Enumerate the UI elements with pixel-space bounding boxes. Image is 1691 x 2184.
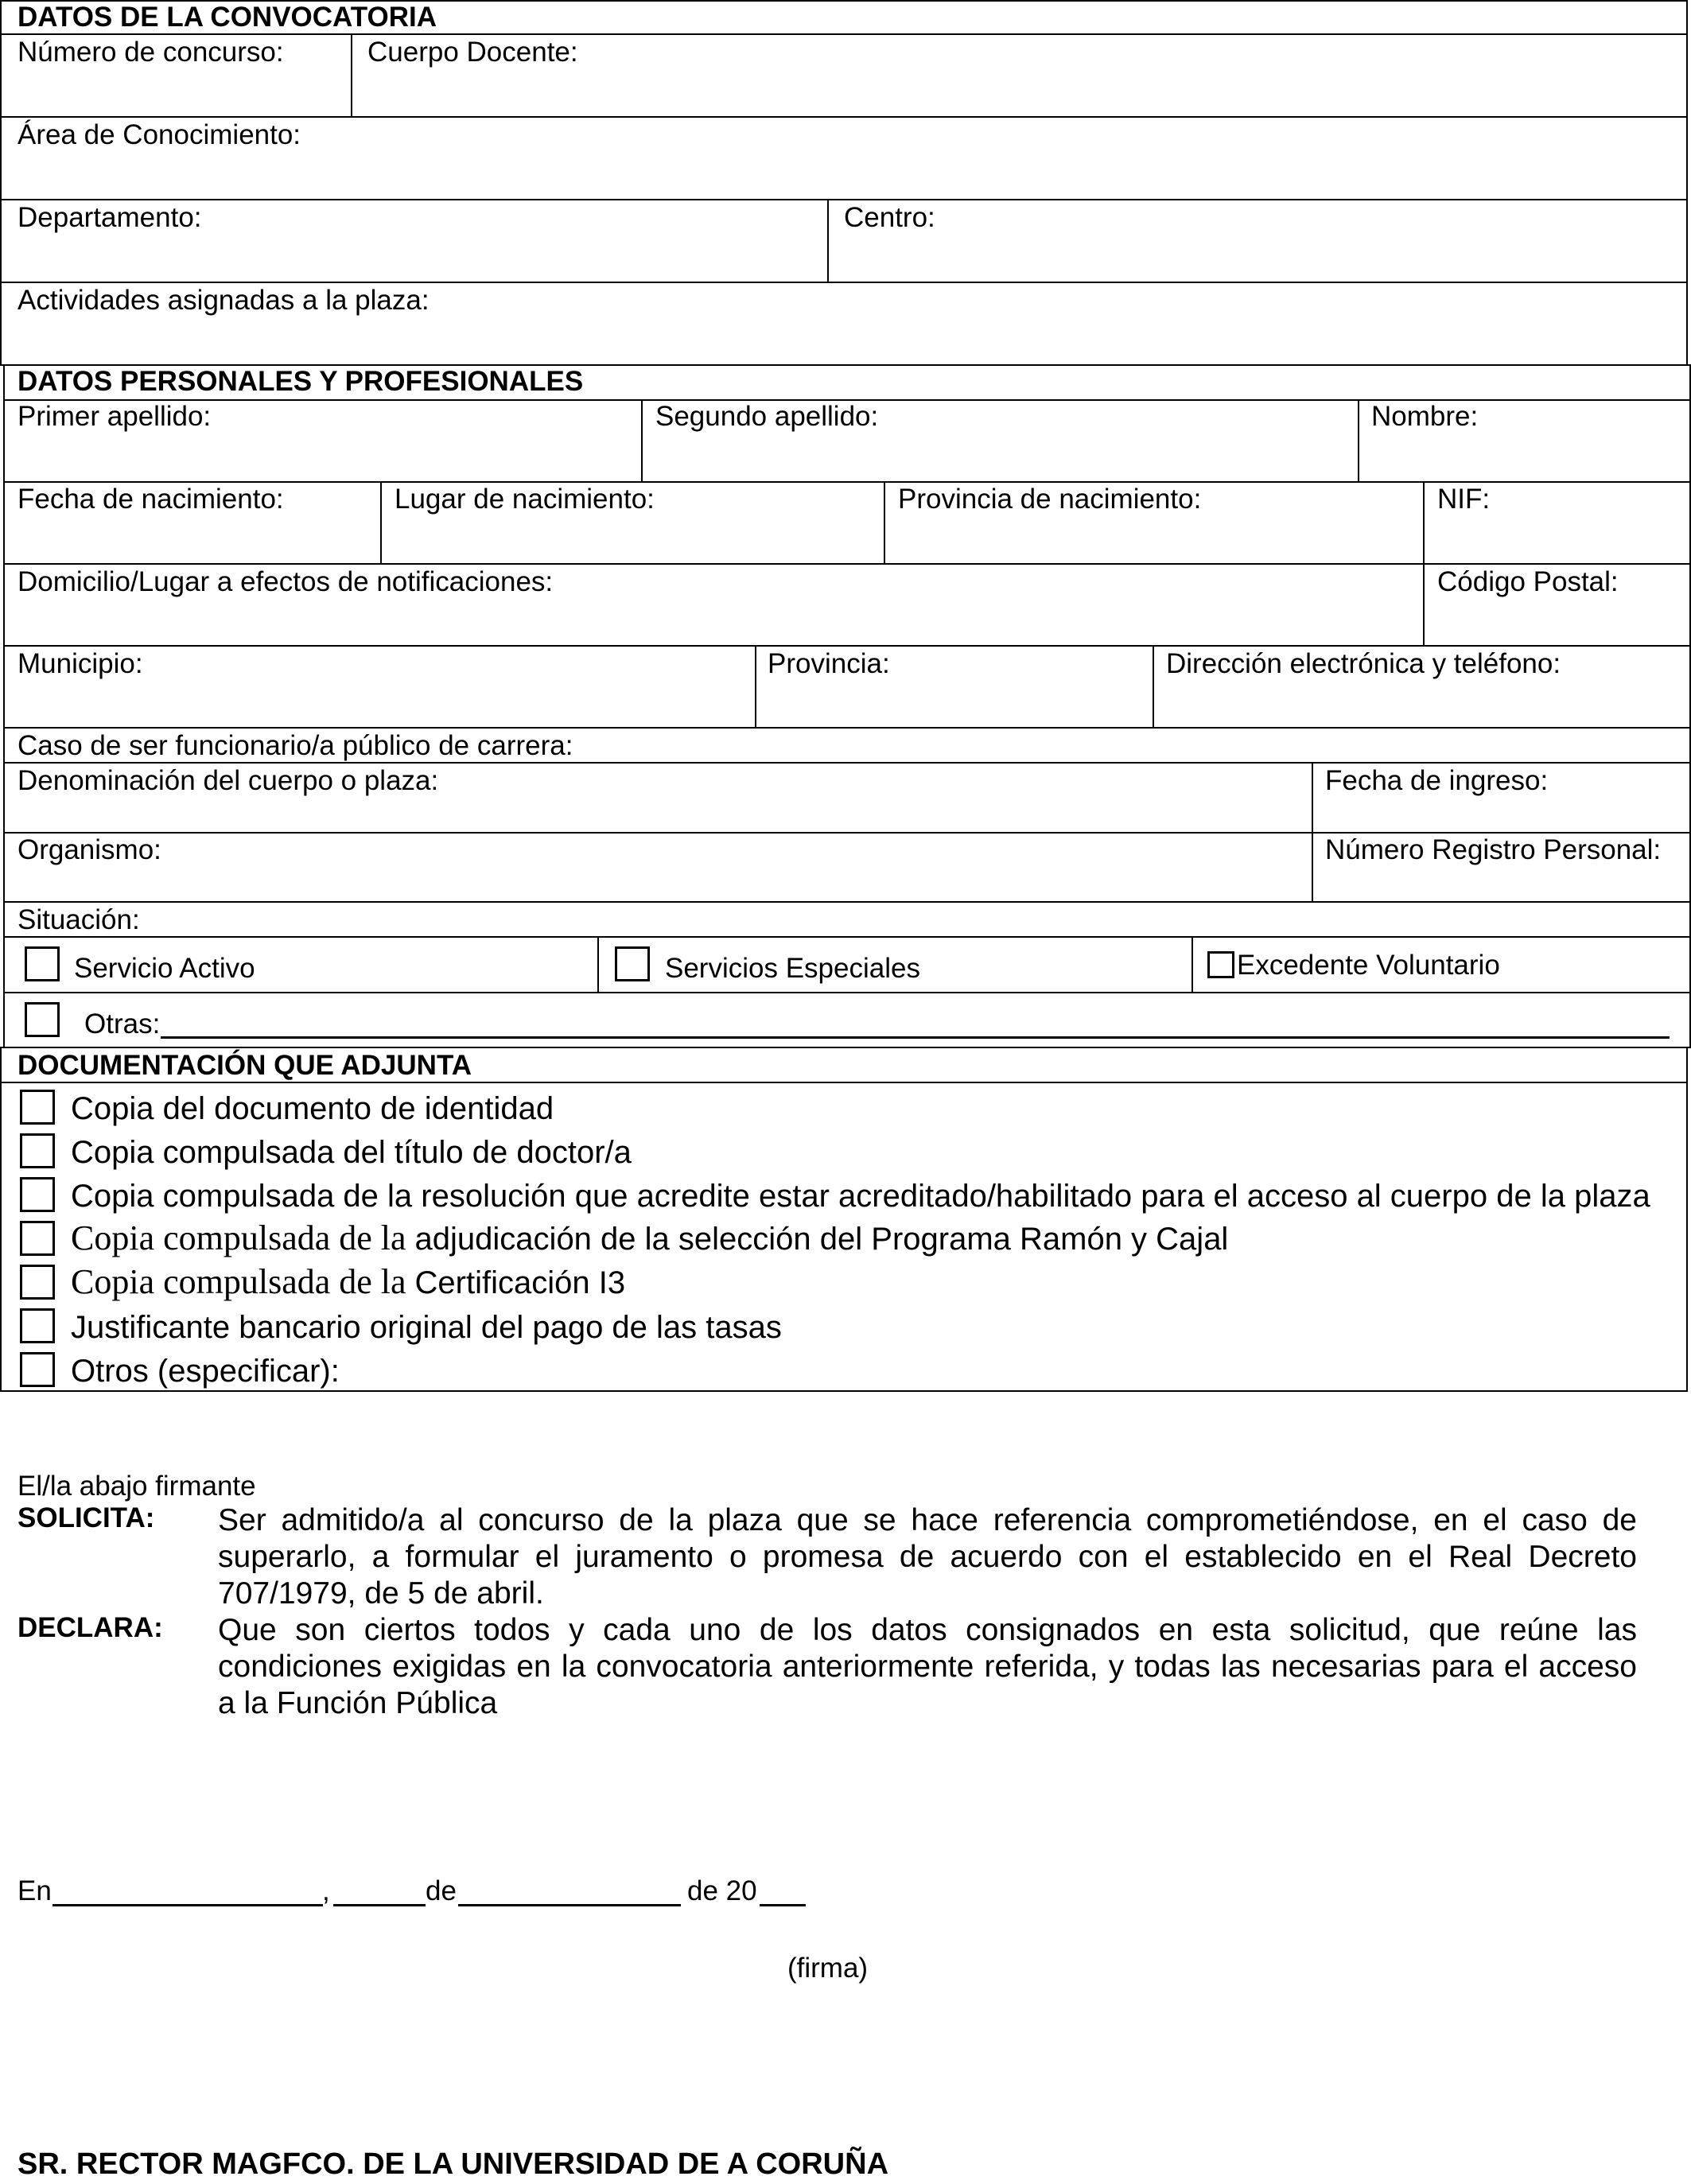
doc-item: Copia del documento de identidad — [71, 1091, 554, 1126]
doc-item: Copia compulsada del título de doctor/a — [71, 1135, 632, 1170]
otras-label: Otras: — [84, 1008, 161, 1040]
doc-item-text-part: Certificación I3 — [414, 1265, 626, 1300]
fecha-de-label: de — [426, 1875, 457, 1906]
doc-item: Justificante bancario original del pago de las tasas — [71, 1310, 782, 1345]
fecha-comma: , — [322, 1875, 330, 1906]
personales-section — [3, 364, 1691, 1048]
doc-item — [71, 1264, 625, 1301]
servicio-activo-label: Servicio Activo — [74, 953, 255, 984]
situacion-label: Situación: — [17, 904, 140, 935]
excedente-voluntario-checkbox[interactable] — [1207, 951, 1234, 978]
direccion-telefono-field[interactable]: Dirección electrónica y teléfono: — [1166, 648, 1561, 679]
destinatario: SR. RECTOR MAGFCO. DE LA UNIVERSIDAD DE A CORUÑA — [17, 2147, 889, 2181]
cuerpo-docente-field[interactable]: Cuerpo Docente: — [367, 37, 578, 68]
area-conocimiento-field[interactable]: Área de Conocimiento: — [17, 119, 301, 150]
caso-funcionario-label: Caso de ser funcionario/a público de carrera: — [17, 730, 573, 761]
provincia-field[interactable]: Provincia: — [768, 648, 890, 679]
nombre-field[interactable]: Nombre: — [1371, 401, 1479, 432]
convocatoria-header: DATOS DE LA CONVOCATORIA — [17, 2, 437, 33]
doc-item: Otros (especificar): — [71, 1354, 340, 1389]
doc-item-serif-part: Copia compulsada de la — [71, 1262, 415, 1301]
fecha-lugar-line[interactable] — [52, 1904, 323, 1906]
organismo-field[interactable]: Organismo: — [17, 834, 161, 865]
segundo-apellido-field[interactable]: Segundo apellido: — [655, 401, 879, 432]
otras-input-line[interactable] — [161, 1036, 1670, 1039]
declara-label: DECLARA: — [17, 1612, 163, 1643]
servicios-especiales-label: Servicios Especiales — [665, 953, 920, 984]
firma-label: (firma) — [787, 1953, 869, 1984]
fecha-nacimiento-field[interactable]: Fecha de nacimiento: — [17, 484, 284, 515]
documentacion-header: DOCUMENTACIÓN QUE ADJUNTA — [17, 1050, 472, 1081]
doc-checkbox[interactable] — [20, 1177, 55, 1212]
doc-item: Copia compulsada de la resolución que acredite estar acreditado/habilitado para el acceso al cuerpo de la plaza — [71, 1179, 1650, 1214]
numero-registro-field[interactable]: Número Registro Personal: — [1325, 834, 1662, 865]
fecha-dia-line[interactable] — [333, 1904, 426, 1906]
nif-field[interactable]: NIF: — [1437, 484, 1491, 515]
lugar-nacimiento-field[interactable]: Lugar de nacimiento: — [395, 484, 655, 515]
doc-checkbox[interactable] — [20, 1352, 55, 1387]
doc-checkbox[interactable] — [20, 1133, 55, 1168]
servicio-activo-checkbox[interactable] — [25, 946, 60, 981]
doc-item-text-part: adjudicación de la selección del Programa Ramón y Cajal — [414, 1222, 1229, 1257]
firmante-intro: El/la abajo firmante — [17, 1471, 256, 1502]
fecha-mes-line[interactable] — [458, 1904, 681, 1906]
numero-concurso-field[interactable]: Número de concurso: — [17, 37, 284, 68]
solicita-text: Ser admitido/a al concurso de la plaza que se hace referencia comprometiéndose, en el caso de superarlo, a formular el juramento o promesa de acuerdo con el establecido en el Real Decreto 707/1979, de 5 de abril. — [218, 1503, 1637, 1611]
provincia-nacimiento-field[interactable]: Provincia de nacimiento: — [898, 484, 1202, 515]
fecha-ingreso-field[interactable]: Fecha de ingreso: — [1325, 765, 1549, 796]
doc-checkbox[interactable] — [20, 1090, 55, 1125]
domicilio-field[interactable]: Domicilio/Lugar a efectos de notificaciones: — [17, 566, 554, 597]
centro-field[interactable]: Centro: — [844, 202, 935, 233]
servicios-especiales-checkbox[interactable] — [615, 946, 650, 981]
doc-checkbox[interactable] — [20, 1308, 55, 1343]
fecha-year-line[interactable] — [760, 1904, 806, 1906]
fecha-year-label: de 20 — [687, 1875, 757, 1906]
fecha-en-label: En — [17, 1875, 52, 1906]
excedente-voluntario-label: Excedente Voluntario — [1237, 950, 1500, 981]
solicita-label: SOLICITA: — [17, 1502, 155, 1533]
declara-text: Que son ciertos todos y cada uno de los datos consignados en esta solicitud, que reúne las condiciones exigidas en la convocatoria anteriormente referida, y todas las necesarias para el acceso a la Función Pública — [218, 1613, 1637, 1720]
personales-header: DATOS PERSONALES Y PROFESIONALES — [17, 366, 584, 397]
doc-item — [71, 1220, 1228, 1257]
doc-checkbox[interactable] — [20, 1221, 55, 1256]
primer-apellido-field[interactable]: Primer apellido: — [17, 401, 212, 432]
municipio-field[interactable]: Municipio: — [17, 648, 143, 679]
otras-checkbox[interactable] — [25, 1002, 60, 1037]
denominacion-field[interactable]: Denominación del cuerpo o plaza: — [17, 765, 439, 796]
doc-checkbox[interactable] — [20, 1265, 55, 1300]
codigo-postal-field[interactable]: Código Postal: — [1437, 566, 1619, 597]
doc-item-serif-part: Copia compulsada de la — [71, 1218, 415, 1257]
departamento-field[interactable]: Departamento: — [17, 202, 202, 233]
actividades-field[interactable]: Actividades asignadas a la plaza: — [17, 285, 430, 316]
